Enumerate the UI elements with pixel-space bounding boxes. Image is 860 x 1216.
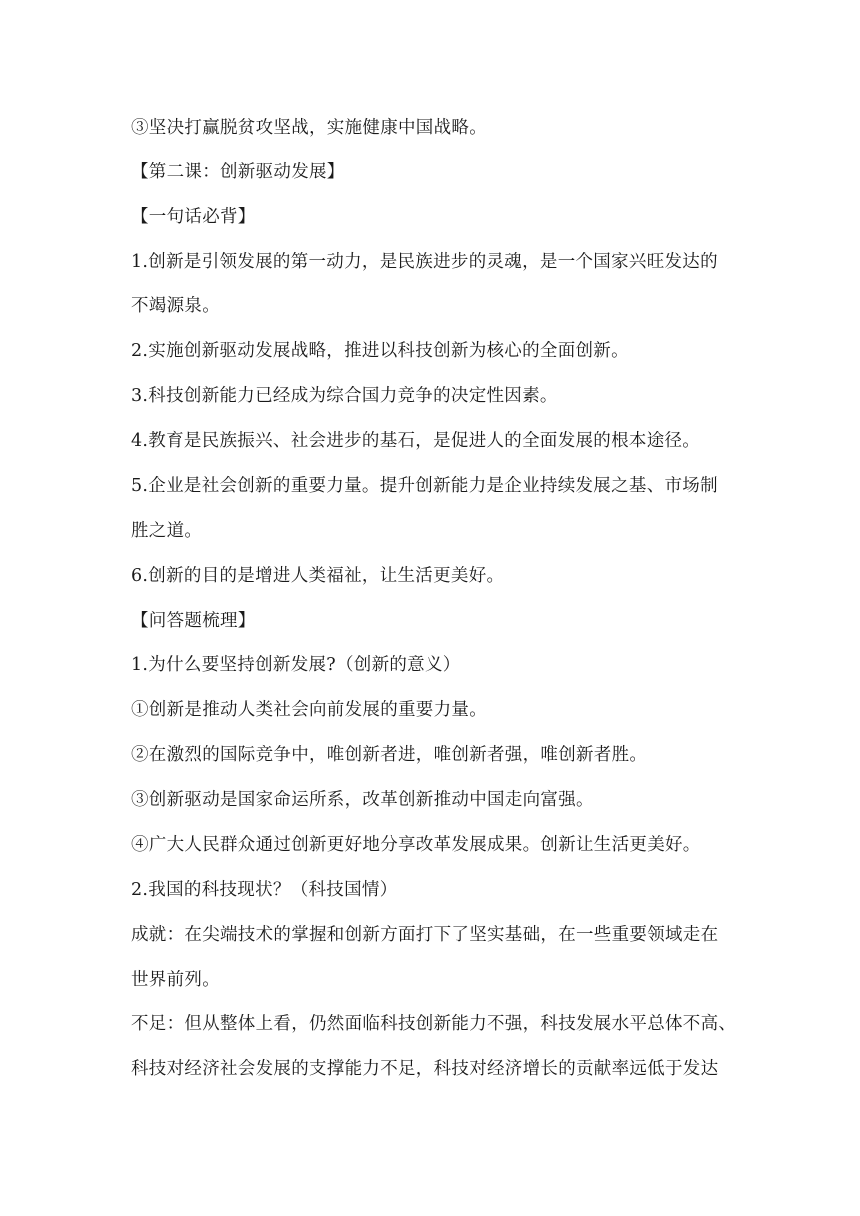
text-line: 不竭源泉。 [131,296,220,316]
text-line: ①创新是推动人类社会向前发展的重要力量。 [131,700,487,720]
text-line: ④广大人民群众通过创新更好地分享改革发展成果。创新让生活更美好。 [131,835,701,855]
text-line: ③坚决打赢脱贫攻坚战，实施健康中国战略。 [131,118,487,138]
section-heading: 【问答题梳理】 [131,611,256,631]
section-heading: 【第二课：创新驱动发展】 [131,162,345,182]
text-line: ③创新驱动是国家命运所系，改革创新推动中国走向富强。 [131,790,594,810]
question-heading: 2.我国的科技现状？（科技国情） [131,880,398,900]
text-line: 世界前列。 [131,970,220,990]
text-line: 1.创新是引领发展的第一动力，是民族进步的灵魂，是一个国家兴旺发达的 [131,252,718,272]
text-line: 不足：但从整体上看，仍然面临科技创新能力不强，科技发展水平总体不高、 [131,1014,737,1034]
section-heading: 【一句话必背】 [131,207,256,227]
text-line: 6.创新的目的是增进人类福祉，让生活更美好。 [131,566,505,586]
text-line: 科技对经济社会发展的支撑能力不足，科技对经济增长的贡献率远低于发达 [131,1059,719,1079]
text-line: 3.科技创新能力已经成为综合国力竞争的决定性因素。 [131,386,558,406]
text-line: 2.实施创新驱动发展战略，推进以科技创新为核心的全面创新。 [131,341,629,361]
text-line: ②在激烈的国际竞争中，唯创新者进，唯创新者强，唯创新者胜。 [131,745,648,765]
question-heading: 1.为什么要坚持创新发展?（创新的意义） [131,655,461,675]
text-line: 成就：在尖端技术的掌握和创新方面打下了坚实基础，在一些重要领域走在 [131,925,719,945]
text-line: 4.教育是民族振兴、社会进步的基石，是促进人的全面发展的根本途径。 [131,431,701,451]
text-line: 5.企业是社会创新的重要力量。提升创新能力是企业持续发展之基、市场制 [131,476,718,496]
text-line: 胜之道。 [131,521,203,541]
